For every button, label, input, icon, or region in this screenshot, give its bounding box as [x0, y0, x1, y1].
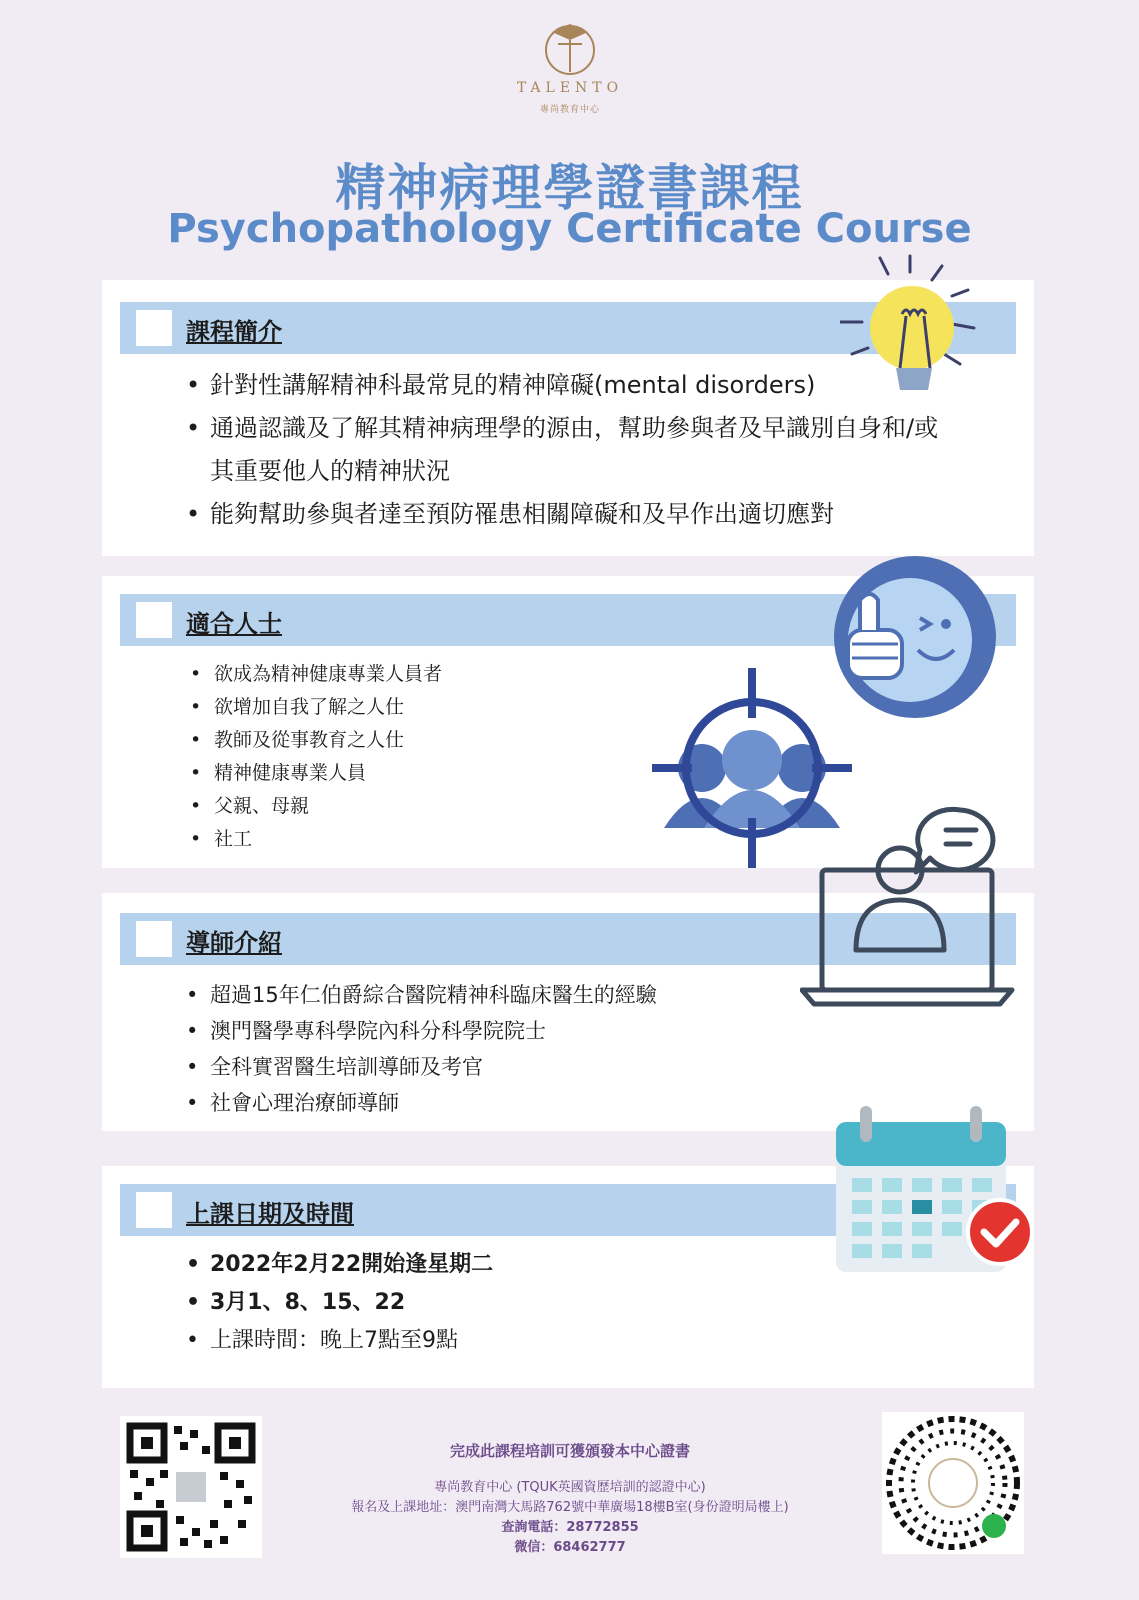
list-item: • 超過15年仁伯爵綜合醫院精神科臨床醫生的經驗: [186, 977, 657, 1013]
list-item: • 父親、母親: [190, 790, 442, 823]
section-title-instructor: 導師介紹: [186, 929, 282, 957]
qr-code-wechat: [882, 1412, 1024, 1554]
graduation-cap-logo-icon: [500, 10, 640, 80]
audience-list: [190, 658, 442, 856]
qr-code-left: [120, 1416, 262, 1558]
list-item: • 通過認識及了解其精神病理學的源由，幫助參與者及早識別自身和/或其重要他人的精神狀況: [186, 407, 946, 493]
checkbox-icon: [136, 310, 172, 346]
list-item: • 針對性講解精神科最常見的精神障礙(mental disorders): [186, 364, 946, 407]
list-item: • 社會心理治療師導師: [186, 1085, 657, 1121]
phone: 查詢電話：28772855: [501, 1520, 639, 1535]
list-item: • 社工: [190, 823, 442, 856]
calendar-check-icon: [830, 1102, 1040, 1282]
list-item: • 教師及從事教育之人仕: [190, 724, 442, 757]
section-title-intro: 課程簡介: [186, 318, 282, 346]
logo-brand: TALENTO: [516, 80, 624, 96]
list-item: • 欲成為精神健康專業人員者: [190, 658, 442, 691]
list-item: • 全科實習醫生培訓導師及考官: [186, 1049, 657, 1085]
section-title-audience: 適合人士: [186, 610, 282, 638]
logo-subtitle: 專尚教育中心: [539, 105, 600, 115]
intro-list: [186, 364, 946, 536]
thumbs-up-wink-icon: [830, 552, 1000, 722]
checkbox-icon: [136, 1192, 172, 1228]
talento-logo: [500, 10, 640, 120]
list-item: • 上課時間：晚上7點至9點: [186, 1322, 493, 1360]
list-item: • 澳門醫學專科學院內科分科學院院士: [186, 1013, 657, 1049]
schedule-list: [186, 1246, 493, 1360]
online-teacher-icon: [800, 800, 1020, 1020]
instructor-list: [186, 977, 657, 1121]
checkbox-icon: [136, 602, 172, 638]
page-title-en: Psychopathology Certificate Course: [167, 206, 972, 252]
wechat-id: 微信：68462777: [514, 1540, 626, 1555]
center-name: 專尚教育中心 (TQUK英國資歷培訓的認證中心): [434, 1480, 706, 1495]
list-item: • 欲增加自我了解之人仕: [190, 691, 442, 724]
certificate-note: 完成此課程培訓可獲頒發本中心證書: [449, 1442, 690, 1460]
lightbulb-icon: [840, 250, 1010, 400]
list-item: • 精神健康專業人員: [190, 757, 442, 790]
contact-info: [300, 1478, 840, 1558]
page-title-zh: 精神病理學證書課程: [335, 159, 804, 217]
address: 報名及上課地址：澳門南灣大馬路762號中華廣場18樓B室(身份證明局樓上): [351, 1500, 789, 1515]
checkbox-icon: [136, 921, 172, 957]
list-item: • 能夠幫助參與者達至預防罹患相關障礙和及早作出適切應對: [186, 493, 946, 536]
list-item: • 2022年2月22開始逢星期二: [186, 1246, 493, 1284]
section-title-schedule: 上課日期及時間: [186, 1200, 354, 1228]
list-item: • 3月1、8、15、22: [186, 1284, 493, 1322]
